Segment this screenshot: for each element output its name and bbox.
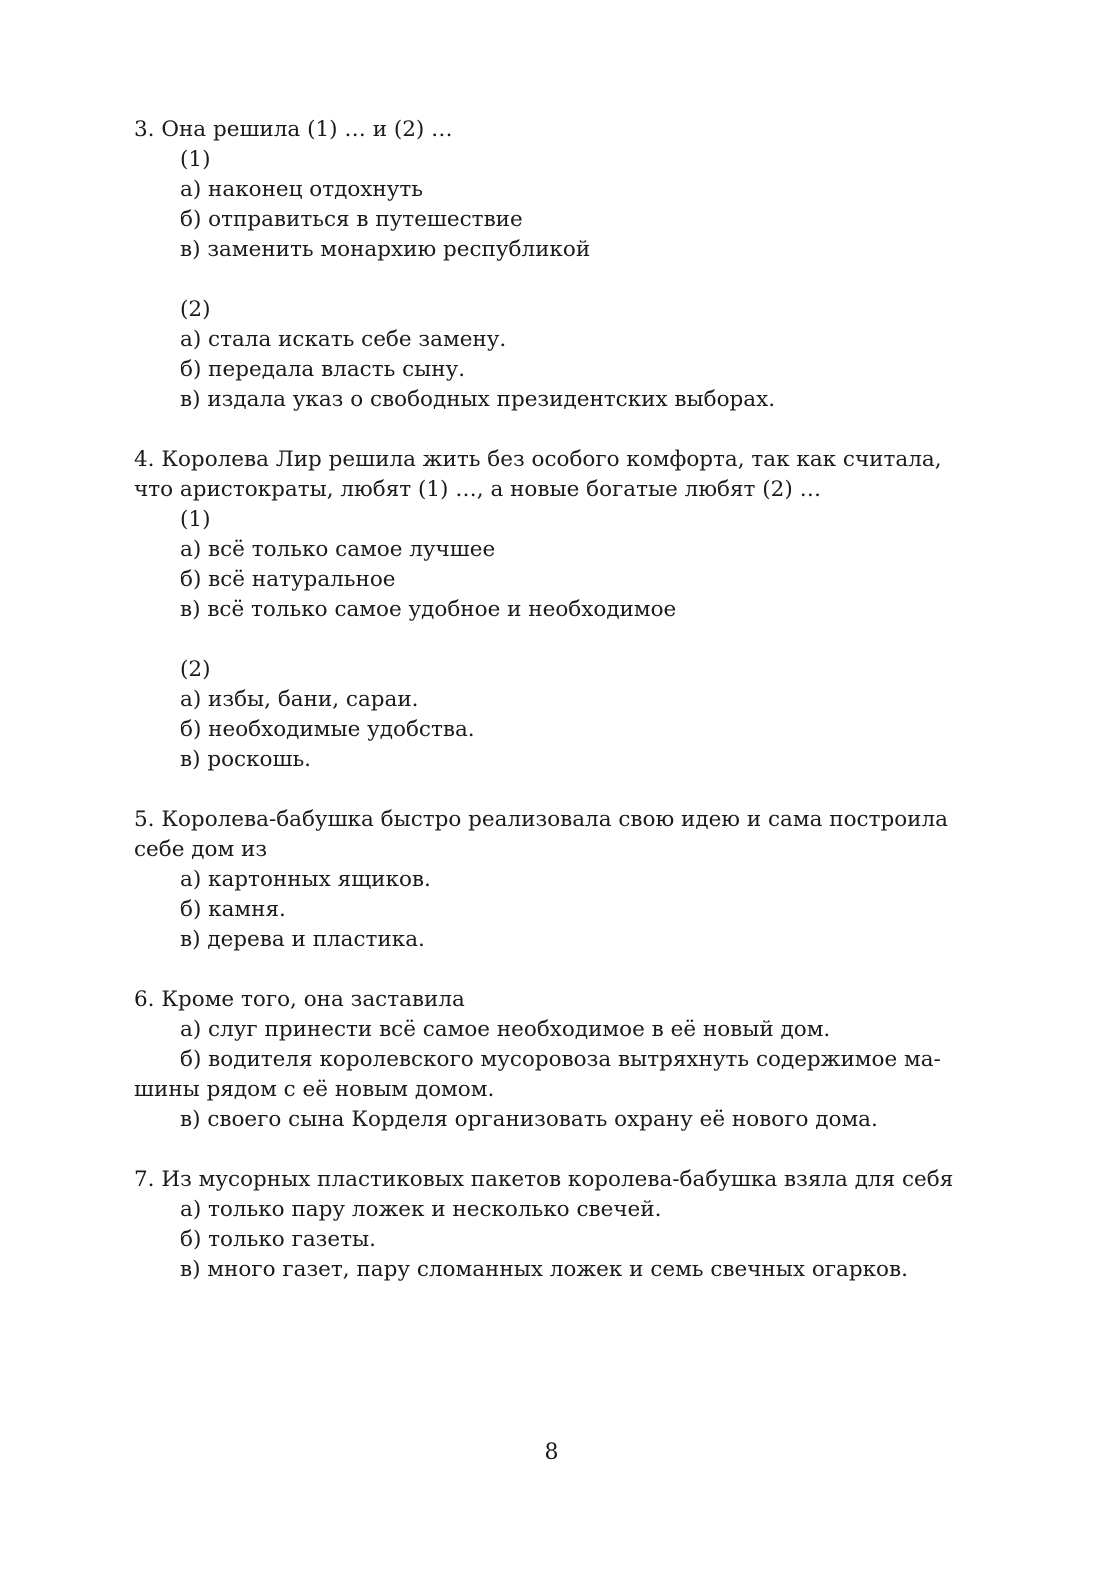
page-number: 8 [544, 1440, 559, 1465]
option-b: б) передала власть сыну. [180, 357, 466, 382]
option-group [134, 1015, 984, 1135]
question-text: 4. Королева Лир решила жить без особого комфорта, так как считала, что аристократы, любят (1) …, а новые богатые любят (2) … [134, 447, 942, 502]
question-text: 3. Она решила (1) … и (2) … [134, 117, 453, 142]
question-text: 5. Королева-бабушка быстро реализовала свою идею и сама построила себе дом из [134, 807, 948, 862]
option-b-text: б) водителя королевского мусоровоза вытряхнуть содержимое ма-шины рядом с её новым домом. [134, 1047, 941, 1102]
option-b: б) камня. [180, 897, 286, 922]
option-c: в) много газет, пару сломанных ложек и семь свечных огарков. [180, 1257, 908, 1282]
option-c: в) дерева и пластика. [180, 927, 425, 952]
question-6 [134, 985, 984, 1135]
group-label: (1) [180, 147, 211, 172]
option-group-2 [134, 295, 984, 415]
question-text: 6. Кроме того, она заставила [134, 987, 465, 1012]
group-label: (1) [180, 507, 211, 532]
option-group [134, 1195, 984, 1285]
option-a: а) только пару ложек и несколько свечей. [180, 1197, 662, 1222]
option-group [134, 865, 984, 955]
questions-container [134, 115, 984, 1315]
group-label: (2) [180, 297, 211, 322]
question-7 [134, 1165, 984, 1285]
option-b: б) всё натуральное [180, 567, 396, 592]
option-a: а) картонных ящиков. [180, 867, 431, 892]
option-c: в) заменить монархию республикой [180, 237, 591, 262]
option-b: б) необходимые удобства. [180, 717, 475, 742]
question-text: 7. Из мусорных пластиковых пакетов королева-бабушка взяла для себя [134, 1167, 954, 1192]
option-group-2 [134, 655, 984, 775]
option-a: а) всё только самое лучшее [180, 537, 496, 562]
option-a: а) наконец отдохнуть [180, 177, 424, 202]
group-label: (2) [180, 657, 211, 682]
question-4 [134, 445, 984, 775]
question-5 [134, 805, 984, 955]
option-a: а) слуг принести всё самое необходимое в её новый дом. [180, 1017, 831, 1042]
question-3 [134, 115, 984, 415]
option-c: в) роскошь. [180, 747, 311, 772]
option-a: а) стала искать себе замену. [180, 327, 507, 352]
option-b: б) только газеты. [180, 1227, 376, 1252]
option-a: а) избы, бани, сараи. [180, 687, 419, 712]
option-c: в) своего сына Корделя организовать охрану её нового дома. [180, 1107, 878, 1132]
option-b [134, 1045, 984, 1105]
option-group-1 [134, 145, 984, 265]
option-b: б) отправиться в путешествие [180, 207, 523, 232]
option-group-1 [134, 505, 984, 625]
option-c: в) всё только самое удобное и необходимое [180, 597, 677, 622]
option-c: в) издала указ о свободных президентских выборах. [180, 387, 776, 412]
